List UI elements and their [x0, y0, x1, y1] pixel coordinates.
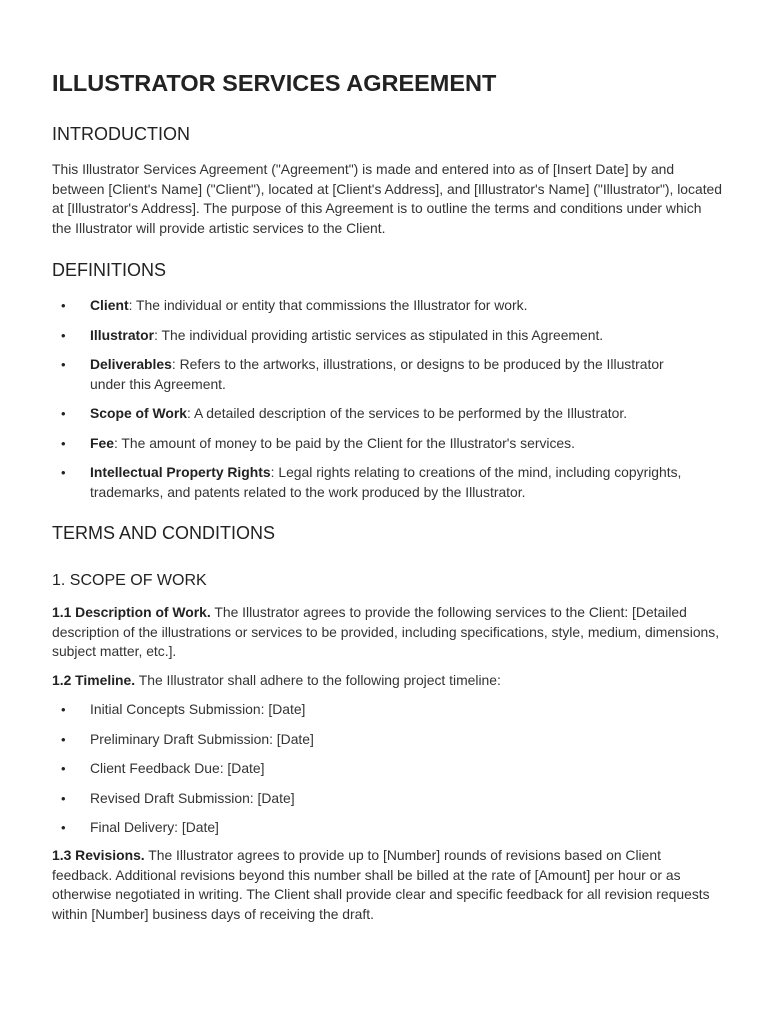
section-label: 1.2 Timeline.	[52, 672, 136, 688]
bullet-icon: •	[61, 761, 66, 776]
bullet-icon: •	[61, 702, 66, 717]
timeline-text: Initial Concepts Submission: [Date]	[90, 701, 306, 717]
timeline-item	[52, 789, 722, 809]
bullet-icon: •	[61, 820, 66, 835]
timeline-item	[52, 700, 722, 720]
introduction-paragraph: This Illustrator Services Agreement ("Agreement") is made and entered into as of [Insert Date] by and between [Client's Name] ("Client"), located at [Client's Address], and [Illustrator's Name] ("Illustrator"), located at [Illustrator's Address]. The purpose of this Agreement is to outline the terms and conditions under which the Illustrator will provide artistic services to the Client.	[52, 161, 723, 236]
definition-item	[52, 326, 722, 346]
timeline-text: Final Delivery: [Date]	[90, 819, 219, 835]
definitions-heading: DEFINITIONS	[52, 260, 167, 280]
definition-item	[52, 434, 722, 454]
timeline-item	[52, 730, 722, 750]
timeline-paragraph	[52, 671, 722, 691]
timeline-text: Client Feedback Due: [Date]	[90, 760, 265, 776]
bullet-icon: •	[61, 406, 66, 421]
definition-item	[52, 355, 722, 394]
bullet-icon: •	[61, 465, 66, 480]
timeline-list	[52, 700, 722, 838]
definition-text: : Legal rights relating to creations of the mind, including copyrights, trademarks, and patents related to the work produced by the Illustrator.	[90, 464, 682, 500]
definition-text: : The individual or entity that commissions the Illustrator for work.	[128, 297, 528, 313]
description-of-work-paragraph	[52, 603, 722, 662]
bullet-icon: •	[61, 357, 66, 372]
definition-item	[52, 404, 722, 424]
bullet-icon: •	[61, 790, 66, 806]
definition-item	[52, 296, 722, 316]
timeline-text: Revised Draft Submission: [Date]	[90, 789, 295, 806]
definition-text: : The amount of money to be paid by the Client for the Illustrator's services.	[113, 434, 575, 451]
timeline-item	[52, 759, 722, 779]
introduction-heading: INTRODUCTION	[52, 124, 190, 144]
definition-item	[52, 463, 722, 502]
revisions-paragraph	[52, 846, 722, 924]
section-text: The Illustrator shall adhere to the following project timeline:	[135, 672, 501, 688]
definition-term: Illustrator	[90, 326, 155, 343]
definition-text: : The individual providing artistic services as stipulated in this Agreement.	[154, 326, 604, 343]
bullet-icon: •	[61, 731, 66, 747]
definition-text: : Refers to the artworks, illustrations, or designs to be produced by the Illustrator under this Agreement.	[90, 356, 664, 392]
timeline-item	[52, 818, 722, 838]
definition-term: Client	[90, 297, 129, 313]
scope-of-work-heading: 1. SCOPE OF WORK	[52, 572, 207, 589]
bullet-icon: •	[61, 298, 66, 313]
bullet-icon: •	[61, 327, 66, 343]
definition-term: Scope of Work	[90, 405, 187, 421]
definition-term: Intellectual Property Rights	[90, 464, 271, 480]
definition-term: Fee	[90, 434, 114, 451]
timeline-text: Preliminary Draft Submission: [Date]	[90, 730, 314, 747]
definition-text: : A detailed description of the services to be performed by the Illustrator.	[187, 405, 628, 421]
section-text: The Illustrator agrees to provide up to [Number] rounds of revisions based on Client feedback. Additional revisions beyond this number shall be billed at the rate of [Amount] per hour or as otherwise negotiated in writing. The Client shall provide clear and specific feedback for all revision requests within [Number] business days of receiving the draft.	[52, 847, 710, 922]
section-text: The Illustrator agrees to provide the following services to the Client: [Detailed description of the illustrations or services to be provided, including specifications, style, medium, dimensions, subject matter, etc.].	[52, 604, 720, 659]
section-label: 1.3 Revisions.	[52, 847, 145, 863]
section-label: 1.1 Description of Work.	[52, 604, 211, 620]
document-title: ILLUSTRATOR SERVICES AGREEMENT	[52, 70, 497, 96]
bullet-icon: •	[61, 435, 66, 451]
definitions-list	[52, 296, 722, 502]
terms-heading: TERMS AND CONDITIONS	[52, 523, 276, 543]
definition-term: Deliverables	[90, 356, 172, 372]
